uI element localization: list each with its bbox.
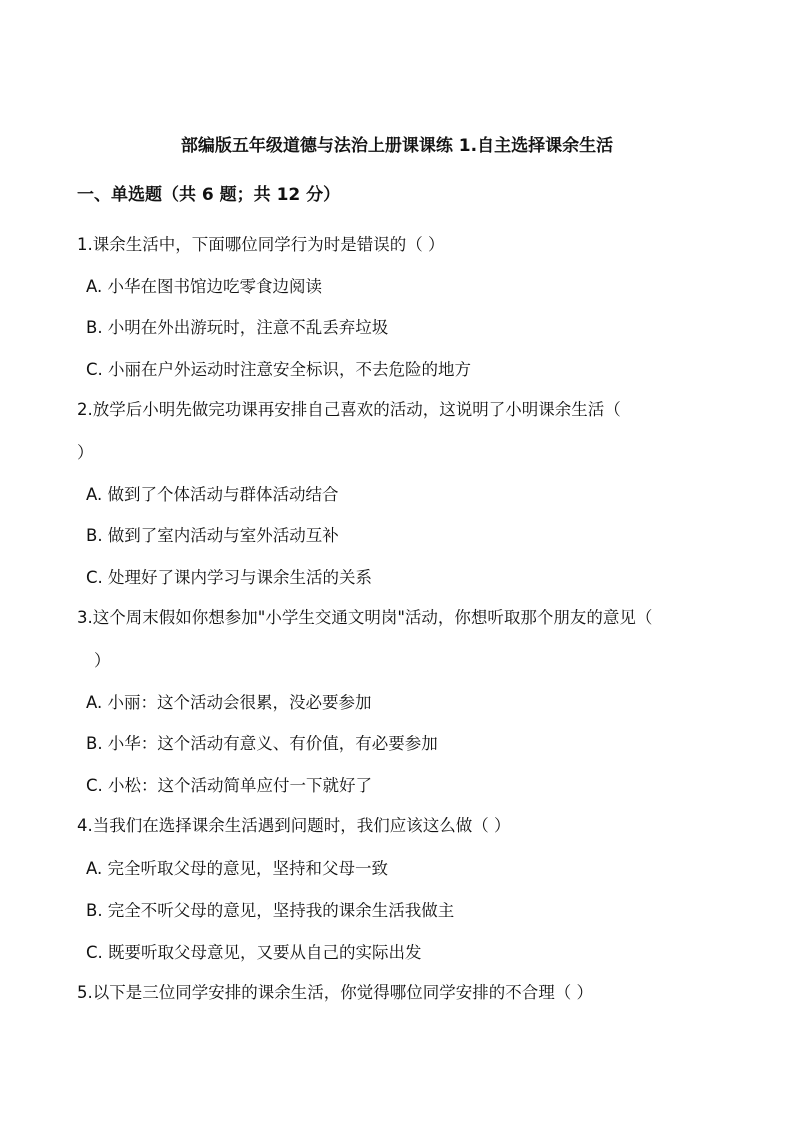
question-2-option-c: C. 处理好了课内学习与课余生活的关系: [86, 568, 373, 587]
question-5-stem: 5.以下是三位同学安排的课余生活，你觉得哪位同学安排的不合理（ ）: [77, 983, 593, 1002]
question-2-option-b: B. 做到了室内活动与室外活动互补: [86, 526, 339, 545]
question-3-option-a: A. 小丽：这个活动会很累，没必要参加: [86, 693, 372, 712]
question-2-option-a: A. 做到了个体活动与群体活动结合: [86, 485, 339, 504]
question-1-stem: 1.课余生活中，下面哪位同学行为时是错误的（ ）: [77, 235, 445, 254]
question-3-option-c: C. 小松：这个活动简单应付一下就好了: [86, 776, 373, 795]
question-2-stem: 2.放学后小明先做完功课再安排自己喜欢的活动，这说明了小明课余生活（: [77, 400, 621, 419]
question-4-stem: 4.当我们在选择课余生活遇到问题时，我们应该这么做（ ）: [77, 816, 511, 835]
question-1-option-b: B. 小明在外出游玩时，注意不乱丢弃垃圾: [86, 318, 389, 337]
question-4-option-b: B. 完全不听父母的意见，坚持我的课余生活我做主: [86, 901, 455, 920]
section-heading: 一、单选题（共 6 题；共 12 分）: [77, 185, 341, 205]
question-3-stem: 3.这个周末假如你想参加"小学生交通文明岗"活动，你想听取那个朋友的意见（: [77, 608, 653, 627]
question-1-option-c: C. 小丽在户外运动时注意安全标识，不去危险的地方: [86, 360, 472, 379]
question-3-stem-continued: ）: [94, 651, 111, 670]
question-4-option-a: A. 完全听取父母的意见，坚持和父母一致: [86, 859, 388, 878]
question-3-option-b: B. 小华：这个活动有意义、有价值，有必要参加: [86, 734, 438, 753]
question-4-option-c: C. 既要听取父母意见，又要从自己的实际出发: [86, 943, 422, 962]
question-2-stem-continued: ）: [77, 443, 94, 462]
question-1-option-a: A. 小华在图书馆边吃零食边阅读: [86, 277, 322, 296]
document-title: 部编版五年级道德与法治上册课课练 1.自主选择课余生活: [180, 136, 614, 156]
